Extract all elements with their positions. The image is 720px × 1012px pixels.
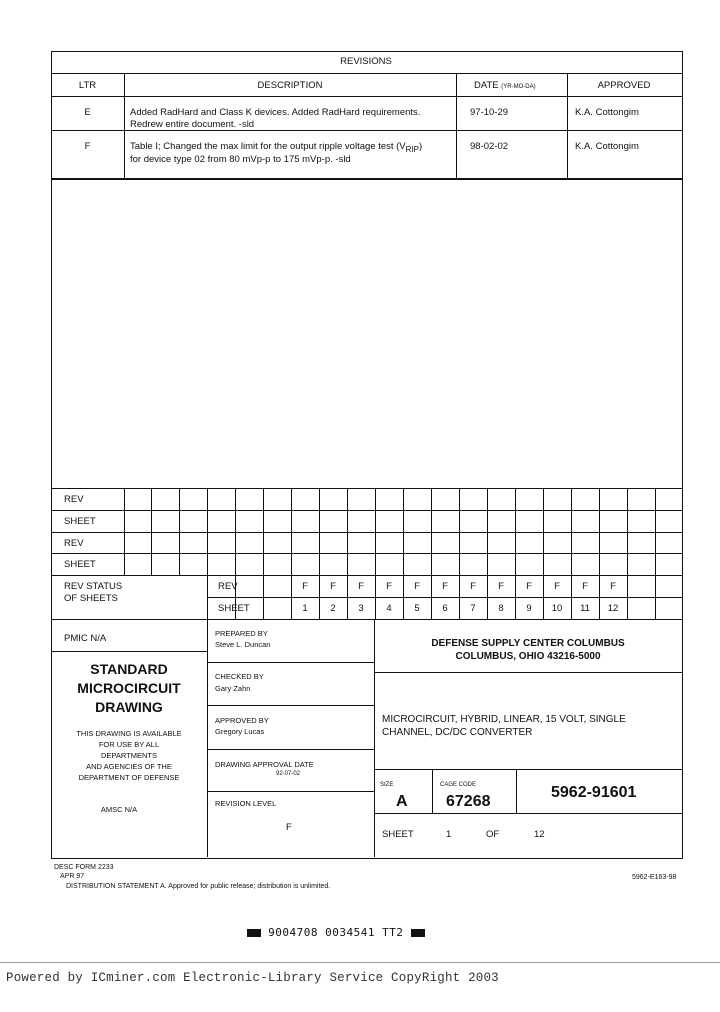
- sheet-label: SHEET: [382, 829, 414, 840]
- header-date-label: DATE: [474, 80, 499, 91]
- standard-title-3: DRAWING: [95, 699, 163, 715]
- prepared-label: PREPARED BY: [215, 629, 268, 638]
- rev-status-sheet-cell: 9: [526, 603, 532, 614]
- grid-col-line: [151, 488, 152, 575]
- revisions-header-divider: [51, 96, 682, 97]
- rev-status-sheet-cell: 8: [498, 603, 504, 614]
- prepared-name: Steve L. Duncan: [215, 640, 271, 649]
- availability-5: DEPARTMENT OF DEFENSE: [78, 773, 180, 782]
- approved-label: APPROVED BY: [215, 716, 269, 725]
- header-date: [474, 80, 536, 91]
- header-description: DESCRIPTION: [257, 80, 323, 91]
- header-approved: APPROVED: [597, 80, 651, 91]
- form-number: DESC FORM 2233: [54, 864, 114, 871]
- grid-label-sheet-1: SHEET: [64, 516, 96, 527]
- size-divider: [374, 813, 682, 814]
- amsc-label: AMSC N/A: [100, 805, 138, 814]
- grid-col-line: [319, 488, 320, 619]
- standard-title-2: MICROCIRCUIT: [77, 680, 181, 696]
- rev-status-sheet-cell: 11: [580, 603, 590, 614]
- sheet-total: 12: [534, 829, 545, 840]
- revisions-title: REVISIONS: [340, 56, 392, 67]
- grid-line-1: [51, 510, 682, 511]
- agency-address: COLUMBUS, OHIO 43216-5000: [455, 651, 601, 662]
- rev-status-rev-cell: F: [330, 581, 336, 592]
- grid-label-sheet-2: SHEET: [64, 559, 96, 570]
- tb-left-divider: [207, 619, 208, 857]
- grid-line-3: [51, 553, 682, 554]
- agency-name: DEFENSE SUPPLY CENTER COLUMBUS: [431, 638, 625, 649]
- rev-status-rev-label: REV: [218, 581, 238, 592]
- grid-col-line: [124, 488, 125, 575]
- grid-col-line: [543, 488, 544, 619]
- header-date-format: (YR-MO-DA): [501, 84, 536, 90]
- rev-status-divider: [207, 575, 208, 619]
- approved-name: Gregory Lucas: [215, 727, 265, 736]
- rev-row-e-ltr: E: [84, 107, 91, 118]
- doc-code: 5962-E163-98: [632, 874, 677, 881]
- prepared-divider: [207, 662, 375, 663]
- grid-line-5: [207, 597, 682, 598]
- footer-rule: [0, 962, 720, 963]
- rev-status-sheet-label: SHEET: [218, 603, 250, 614]
- grid-top-line: [51, 488, 682, 489]
- cage-value: 67268: [446, 793, 491, 810]
- grid-col-line: [459, 488, 460, 619]
- agency-divider: [374, 672, 682, 673]
- rev-status-rev-cell: F: [554, 581, 560, 592]
- footer-credit: Powered by ICminer.com Electronic-Library Service CopyRight 2003: [6, 971, 499, 985]
- rev-status-rev-cell: F: [470, 581, 476, 592]
- grid-line-6: [51, 619, 682, 620]
- grid-col-line: [235, 488, 236, 619]
- rev-status-rev-cell: F: [414, 581, 420, 592]
- barcode-line: [247, 926, 425, 939]
- grid-col-line: [599, 488, 600, 619]
- barcode-bar-right: [411, 929, 425, 937]
- of-label: OF: [486, 829, 500, 840]
- availability-1: THIS DRAWING IS AVAILABLE: [76, 729, 182, 738]
- rev-row-divider: [51, 130, 682, 131]
- size-col-divider: [432, 769, 433, 813]
- sheet-number: 1: [446, 829, 452, 840]
- rev-row-e-desc-2: Redrew entire document. -sld: [130, 119, 255, 130]
- rev-row-e-desc-1: Added RadHard and Class K devices. Added RadHard requirements.: [130, 107, 421, 118]
- form-date: APR 97: [60, 873, 85, 880]
- grid-col-line: [627, 488, 628, 619]
- rev-status-sheet-cell: 3: [358, 603, 364, 614]
- rev-row-f-desc-1-close: ): [419, 141, 423, 152]
- title-divider: [374, 769, 682, 770]
- standard-title-1: STANDARD: [90, 661, 168, 677]
- rev-status-rev-cell: F: [526, 581, 532, 592]
- header-ltr: LTR: [78, 80, 97, 91]
- rev-status-rev-cell: F: [358, 581, 364, 592]
- grid-col-line: [515, 488, 516, 619]
- rev-status-sheet-cell: 12: [607, 603, 619, 614]
- grid-col-line: [291, 488, 292, 619]
- drawing-title-2: CHANNEL, DC/DC CONVERTER: [382, 727, 533, 738]
- part-number: 5962-91601: [551, 784, 637, 801]
- rev-status-label: REV STATUS OF SHEETS: [64, 581, 123, 605]
- rev-row-f-date: 98-02-02: [470, 141, 509, 152]
- rev-status-sheet-cell: 5: [414, 603, 420, 614]
- checked-name: Gary Zahn: [215, 684, 251, 693]
- rev-status-sheet-cell: 10: [551, 603, 563, 614]
- rev-row-f-desc-1-text: Table I; Changed the max limit for the output ripple voltage test (V: [130, 141, 406, 152]
- rev-status-rev-cell: F: [610, 581, 616, 592]
- approval-date-label: DRAWING APPROVAL DATE: [215, 760, 314, 769]
- rev-status-sheet-cell: 6: [442, 603, 448, 614]
- size-value: A: [396, 793, 408, 810]
- rev-row-f-desc-sub: RIP: [405, 144, 419, 154]
- grid-line-4: [51, 575, 682, 576]
- distribution-statement: DISTRIBUTION STATEMENT A. Approved for public release; distribution is unlimited.: [66, 883, 331, 890]
- availability-2: FOR USE BY ALL: [98, 740, 160, 749]
- grid-col-line: [347, 488, 348, 619]
- drawing-title-1: MICROCIRCUIT, HYBRID, LINEAR, 15 VOLT, SINGLE: [382, 714, 626, 725]
- barcode-bar-left: [247, 929, 261, 937]
- grid-col-line: [431, 488, 432, 619]
- grid-col-line: [487, 488, 488, 619]
- rev-status-sheet-cell: 1: [302, 603, 308, 614]
- col-divider-desc: [456, 73, 457, 179]
- grid-label-rev-2: REV: [64, 538, 84, 549]
- grid-col-line: [263, 488, 264, 619]
- pmic-divider: [51, 651, 207, 652]
- approved-divider: [207, 749, 375, 750]
- grid-col-line: [375, 488, 376, 619]
- rev-row-f-ltr: F: [84, 141, 91, 152]
- rev-row-e-approved: K.A. Cottongim: [575, 107, 639, 118]
- pmic-label: PMIC N/A: [64, 633, 107, 644]
- grid-line-2: [51, 532, 682, 533]
- rev-status-sheet-cell: 7: [470, 603, 476, 614]
- barcode-text: 9004708 0034541 TT2: [268, 926, 404, 939]
- rev-row-f-approved: K.A. Cottongim: [575, 141, 639, 152]
- availability-3: DEPARTMENTS: [101, 751, 157, 760]
- grid-col-line: [655, 488, 656, 619]
- rev-status-rev-cell: F: [386, 581, 392, 592]
- rev-status-rev-cell: F: [302, 581, 308, 592]
- availability-4: AND AGENCIES OF THE: [86, 762, 172, 771]
- rev-status-sheet-cell: 2: [330, 603, 336, 614]
- grid-label-rev-1: REV: [64, 494, 84, 505]
- rev-row-f-desc-1: [130, 141, 422, 154]
- checked-divider: [207, 705, 375, 706]
- cage-col-divider: [516, 769, 517, 813]
- revisions-divider: [51, 73, 682, 74]
- rev-row-e-date: 97-10-29: [470, 107, 509, 118]
- revision-level-label: REVISION LEVEL: [215, 799, 277, 808]
- rev-status-sheet-cell: 4: [386, 603, 392, 614]
- date-divider: [207, 791, 375, 792]
- rev-status-rev-cell: F: [442, 581, 448, 592]
- approval-date: 92-07-02: [276, 771, 301, 777]
- rev-status-rev-cell: F: [582, 581, 588, 592]
- grid-col-line: [179, 488, 180, 575]
- cage-label: CAGE CODE: [440, 782, 477, 788]
- grid-col-line: [571, 488, 572, 619]
- size-label: SIZE: [380, 782, 394, 788]
- rev-row-f-desc-2: for device type 02 from 80 mVp-p to 175 mVp-p. -sld: [130, 154, 351, 165]
- checked-label: CHECKED BY: [215, 672, 264, 681]
- revision-level: F: [286, 822, 292, 833]
- grid-col-line: [403, 488, 404, 619]
- rev-status-rev-cell: F: [498, 581, 504, 592]
